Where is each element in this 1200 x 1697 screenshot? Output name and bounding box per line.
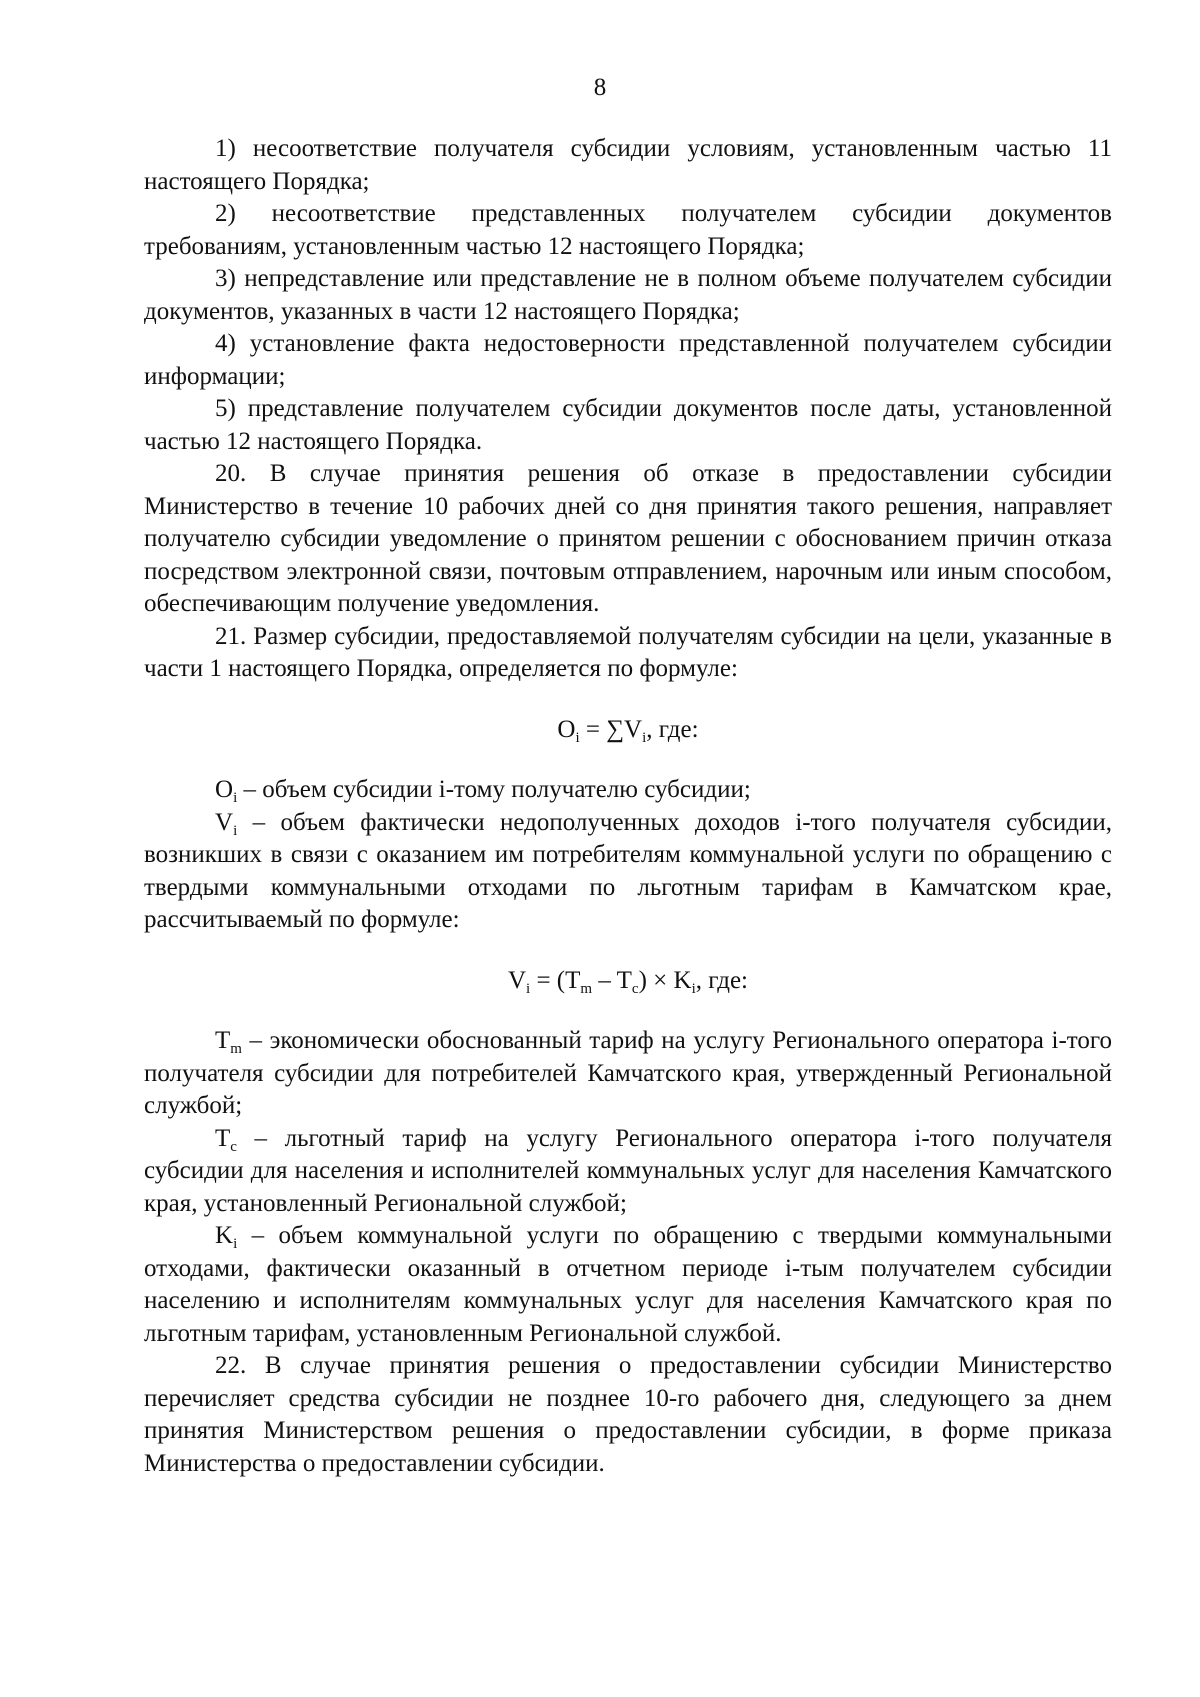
definition-ki-symbol: K [215, 1222, 234, 1249]
paragraph-20: 20. В случае принятия решения об отказе в предоставлении субсидии Министерство в течение 10 рабочих дней со дня принятия такого решения, направляет получателю субсидии уведомление о принятом решении с обоснованием причин отказа посредством электронной связи, почтовым отправлением, нарочным или иным способом, обеспечивающим получение уведомления. [144, 460, 1112, 617]
definition-tm [144, 1025, 1112, 1123]
formula-lost-income [144, 965, 1112, 998]
formula-2-k-subscript: i [691, 980, 696, 997]
definition-oi-symbol: O [215, 776, 234, 803]
formula-2-tc-subscript: c [631, 980, 639, 997]
definition-vi-subscript: i [233, 822, 238, 839]
formula-2-v: V [507, 966, 527, 994]
definition-tm-symbol: T [215, 1027, 231, 1054]
paragraph-item-1: 1) несоответствие получателя субсидии условиям, установленным частью 11 настоящего Порядка; [144, 135, 1112, 195]
page-number: 8 [593, 74, 607, 101]
definition-tm-text: – экономически обоснованный тариф на услугу Регионального оператора i-того получателя субсидии для потребителей Камчатского края, утвержденный Региональной службой; [144, 1027, 1112, 1119]
paragraph-21: 21. Размер субсидии, предоставляемой получателям субсидии на цели, указанные в части 1 настоящего Порядка, определяется по формуле: [144, 622, 1112, 682]
formula-2-part-2: – T [592, 966, 632, 994]
formula-subsidy-total [144, 714, 1112, 747]
definition-oi-text: – объем субсидии i-тому получателю субсидии; [237, 776, 751, 803]
definition-oi [144, 774, 1112, 807]
paragraph-item-5: 5) представление получателем субсидии документов после даты, установленной частью 12 настоящего Порядка. [144, 395, 1112, 455]
paragraph-item-2: 2) несоответствие представленных получателем субсидии документов требованиям, установленным частью 12 настоящего Порядка; [144, 200, 1112, 260]
formula-2-v-subscript: i [526, 980, 531, 997]
definition-tc-subscript: c [230, 1138, 237, 1155]
definition-tc-text: – льготный тариф на услугу Регионального оператора i-того получателя субсидии для населения и исполнителей коммунальных услуг для населения Камчатского края, установленный Региональной службой; [144, 1124, 1112, 1217]
definition-tc [144, 1123, 1112, 1221]
definition-vi [144, 807, 1112, 937]
definition-vi-symbol: V [215, 808, 234, 836]
definition-ki-subscript: i [233, 1236, 238, 1252]
formula-1-v-subscript: i [642, 729, 647, 746]
definition-oi-subscript: i [233, 790, 238, 806]
paragraph-item-3: 3) непредставление или представление не в полном объеме получателем субсидии документов, указанных в части 12 настоящего Порядка; [144, 265, 1112, 325]
definition-ki [144, 1220, 1112, 1350]
formula-2-part-1: = (T [530, 966, 581, 994]
formula-1-o-subscript: i [575, 729, 580, 746]
formula-1-sum: = ∑V [579, 715, 643, 743]
paragraph-22: 22. В случае принятия решения о предоставлении субсидии Министерство перечисляет средства субсидии не позднее 10-го рабочего дня, следующего за днем принятия Министерством решения о предоставлении субсидии, в форме приказа Министерства о предоставлении субсидии. [144, 1352, 1112, 1477]
paragraph-item-4: 4) установление факта недостоверности представленной получателем субсидии информации; [144, 330, 1112, 390]
definition-vi-text: – объем фактически недополученных доходов i-того получателя субсидии, возникших в связи с оказанием им потребителям коммунальной услуги по обращению с твердыми коммунальными отходами по льготным тарифам в Камчатском крае, рассчитываемый по формуле: [144, 808, 1112, 933]
document-body [144, 133, 1112, 1480]
formula-2-tail: , где: [695, 966, 749, 994]
formula-2-part-3: ) × K [638, 966, 692, 994]
definition-tm-subscript: m [230, 1041, 242, 1057]
definition-tc-symbol: T [215, 1124, 231, 1152]
definition-ki-text: – объем коммунальной услуги по обращению с твердыми коммунальными отходами, фактически оказанный в отчетном периоде i-тым получателем субсидии населению и исполнителям коммунальных услуг для населения Камчатского края по льготным тарифам, установленным Региональной службой. [144, 1222, 1112, 1347]
formula-1-tail: , где: [646, 715, 699, 743]
formula-1-o: O [557, 715, 576, 743]
formula-2-tm-subscript: m [580, 980, 593, 997]
